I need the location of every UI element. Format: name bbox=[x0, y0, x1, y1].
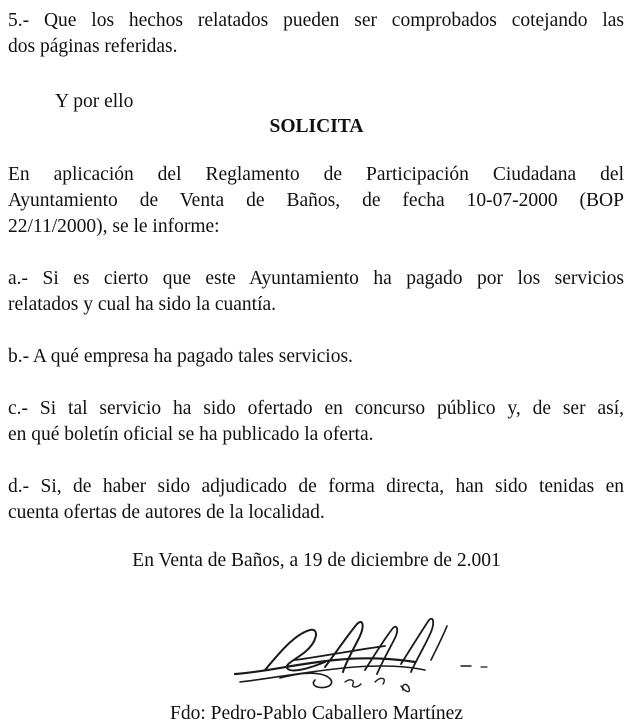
point-5-line-1: 5.- Que los hechos relatados pueden ser comprobados cotejando las bbox=[8, 10, 624, 31]
request-line-1: En aplicación del Reglamento de Participación Ciudadana del bbox=[8, 164, 624, 185]
intro-text: Y por ello bbox=[55, 91, 134, 112]
point-5-paragraph bbox=[8, 8, 624, 60]
point-5-line-2: dos páginas referidas. bbox=[8, 36, 178, 57]
item-c-line-2: en qué boletín oficial se ha publicado la oferta. bbox=[8, 424, 374, 445]
item-c-paragraph bbox=[8, 396, 624, 448]
item-b-line-1: b.- A qué empresa ha pagado tales servicios. bbox=[8, 346, 353, 367]
request-line-3: 22/11/2000), se le informe: bbox=[8, 216, 220, 237]
item-b-paragraph bbox=[8, 344, 624, 370]
closing-place-date: En Venta de Baños, a 19 de diciembre de 2.001 bbox=[132, 550, 501, 571]
solicita-heading: SOLICITA bbox=[269, 116, 364, 137]
item-d-paragraph bbox=[8, 474, 624, 526]
item-d-line-1: d.- Si, de haber sido adjudicado de forma directa, han sido tenidas en bbox=[8, 476, 624, 497]
item-a-line-1: a.- Si es cierto que este Ayuntamiento ha pagado por los servicios bbox=[8, 268, 624, 289]
item-a-paragraph bbox=[8, 266, 624, 318]
request-paragraph bbox=[8, 162, 624, 240]
signer-name: Fdo: Pedro-Pablo Caballero Martínez bbox=[170, 703, 463, 724]
item-d-line-2: cuenta ofertas de autores de la localidad. bbox=[8, 502, 325, 523]
item-a-line-2: relatados y cual ha sido la cuantía. bbox=[8, 294, 277, 315]
handwritten-signature bbox=[225, 612, 515, 702]
request-line-2: Ayuntamiento de Venta de Baños, de fecha 10-07-2000 (BOP bbox=[8, 190, 624, 211]
item-c-line-1: c.- Si tal servicio ha sido ofertado en concurso público y, de ser así, bbox=[8, 398, 624, 419]
